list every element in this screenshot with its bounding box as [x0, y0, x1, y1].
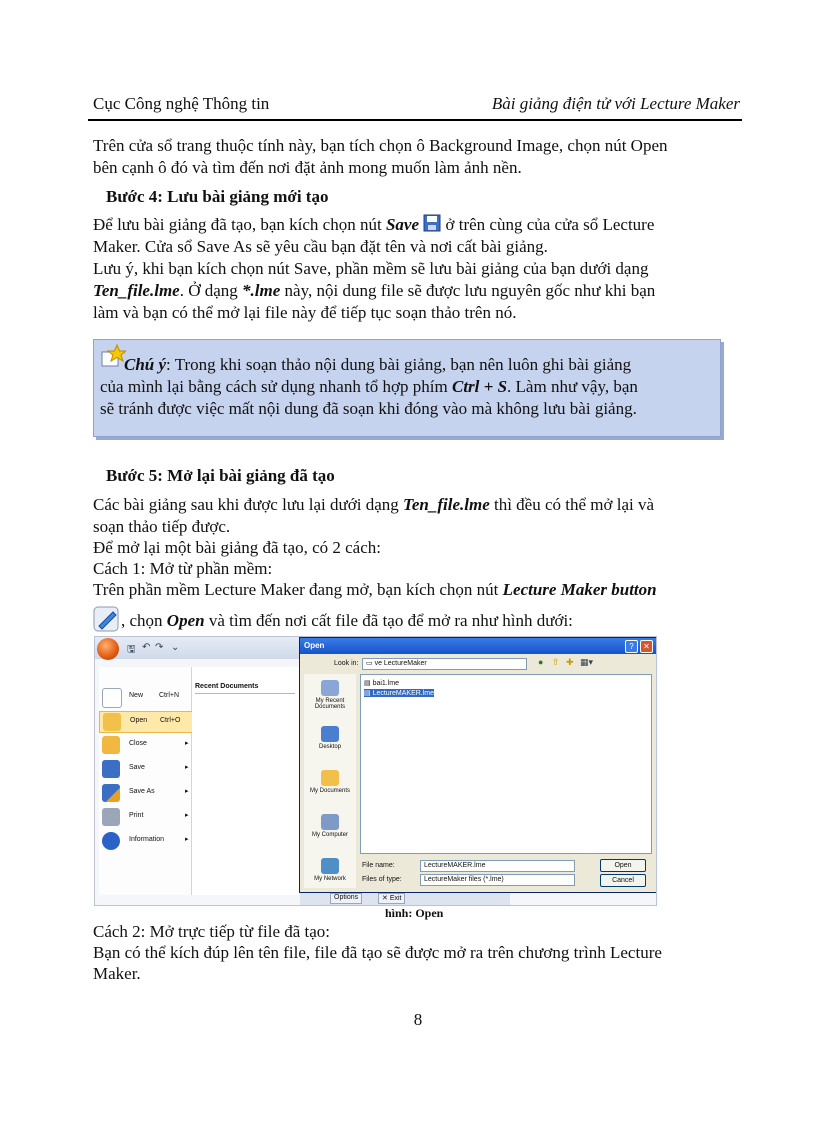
folder-icon: ▭ [366, 660, 375, 667]
note-label: Chú ý [124, 355, 167, 374]
save-icon [102, 760, 120, 778]
step5-text: Các bài giảng sau khi được lưu lại dưới dạng [93, 495, 404, 514]
submenu-arrow-icon: ▸ [185, 764, 189, 771]
step4-text: này, nội dung file sẽ được lưu nguyên gốc như khi bạn [280, 281, 656, 300]
file-name: bai1.lme [372, 680, 400, 687]
file-item[interactable] [364, 679, 399, 687]
app-menu-footer [300, 891, 510, 905]
step5-heading: Bước 5: Mở lại bài giảng đã tạo [106, 466, 335, 485]
place-my-recent-documents[interactable] [304, 680, 356, 710]
shortcut-ctrl-s: Ctrl + S [452, 377, 508, 396]
file-name-input[interactable] [420, 860, 575, 872]
menu-item-label: Information [129, 836, 165, 843]
note-text: : Trong khi soạn thảo nội dung bài giảng, bạn nên luôn ghi bài giảng [166, 355, 632, 374]
step4-text: Để lưu bài giảng đã tạo, bạn kích chọn nút [93, 215, 386, 234]
intro-line-1: Trên cửa sổ trang thuộc tính này, bạn tích chọn ô Background Image, chọn nút Open [93, 136, 668, 155]
close-icon[interactable]: ✕ [640, 640, 653, 653]
menu-item-open[interactable] [99, 711, 193, 733]
save-icon [423, 214, 441, 238]
options-button[interactable]: Options [330, 893, 362, 904]
step5-line-6 [93, 606, 573, 638]
exit-button[interactable]: ✕ Exit [378, 893, 405, 904]
menu-item-save-as[interactable] [99, 783, 191, 803]
step5-text: thì đều có thể mở lại và [489, 495, 655, 514]
menu-item-new[interactable] [99, 687, 191, 707]
menu-item-close[interactable] [99, 735, 191, 755]
file-name-value: LectureMAKER.lme [424, 862, 486, 869]
help-icon[interactable]: ? [625, 640, 638, 653]
step5-text: Trên phần mềm Lecture Maker đang mở, bạn kích chọn nút [93, 580, 503, 599]
place-label: My Documents [309, 788, 350, 794]
file-icon: ▤ [364, 690, 373, 697]
redo-icon[interactable]: ↷ [155, 642, 164, 653]
file-name: LectureMAKER.lme [372, 690, 435, 697]
step4-line-1 [93, 214, 654, 238]
note-line-2 [100, 376, 638, 398]
recent-documents-panel [192, 667, 300, 895]
menu-item-label: Close [129, 740, 147, 747]
new-document-icon [102, 688, 122, 708]
app-quick-access-bar [95, 637, 300, 659]
file-type-select[interactable] [420, 874, 575, 886]
page-number: 8 [413, 1010, 423, 1029]
chevron-down-icon[interactable]: ⌄ [171, 642, 180, 653]
step4-text: . Ở dạng [179, 281, 243, 300]
step5-text: và tìm đến nơi cất file đã tạo để mở ra như hình dưới: [204, 610, 573, 630]
open-word: Open [166, 610, 205, 630]
exit-label: Exit [389, 895, 402, 902]
place-desktop[interactable] [304, 726, 356, 750]
menu-item-save[interactable] [99, 759, 191, 779]
submenu-arrow-icon: ▸ [185, 836, 189, 843]
lme-extension: *.lme [242, 281, 281, 300]
views-icon[interactable]: ▦▾ [580, 657, 594, 667]
note-star-icon [100, 344, 126, 373]
step5-line-4: Cách 1: Mở từ phần mềm: [93, 559, 273, 578]
place-label: My Computer [311, 832, 348, 838]
step4-text: ở trên cùng của cửa sổ Lecture [441, 215, 655, 234]
dialog-title: Open [304, 641, 325, 650]
filename-format: Ten_file.lme [403, 495, 490, 514]
place-label: My Network [314, 876, 346, 882]
open-dialog [299, 637, 657, 893]
menu-item-print[interactable] [99, 807, 191, 827]
step4-line-3: Lưu ý, khi bạn kích chọn nút Save, phần mềm sẽ lưu bài giảng của bạn dưới dạng [93, 259, 649, 278]
step5-line-3: Để mở lại một bài giảng đã tạo, có 2 cách: [93, 538, 381, 557]
look-in-value: ve LectureMaker [374, 660, 427, 667]
look-in-select[interactable] [362, 658, 527, 670]
place-my-computer[interactable] [304, 814, 356, 838]
file-icon: ▤ [364, 680, 373, 687]
menu-item-label: Save As [129, 788, 155, 795]
step5-line-1 [93, 494, 654, 516]
folder-open-icon [103, 713, 121, 731]
filename-format: Ten_file.lme [93, 281, 180, 300]
look-in-label: Look in: [334, 660, 359, 667]
place-my-documents[interactable] [304, 770, 356, 794]
file-item-selected[interactable] [364, 689, 434, 697]
cancel-button[interactable]: Cancel [600, 874, 646, 887]
menu-item-shortcut: Ctrl+O [160, 717, 181, 724]
save-as-icon [102, 784, 120, 802]
place-label: My Recent Documents [314, 698, 346, 710]
step5-line-8: Bạn có thể kích đúp lên tên file, file đã tạo sẽ được mở ra trên chương trình Lecture [93, 943, 662, 962]
submenu-arrow-icon: ▸ [185, 812, 189, 819]
file-list [360, 674, 652, 854]
new-folder-icon[interactable]: ✚ [566, 657, 574, 667]
note-line-1 [124, 354, 631, 376]
printer-icon [102, 808, 120, 826]
menu-item-label: Print [129, 812, 144, 819]
step5-line-5 [93, 579, 657, 601]
lecture-maker-button-label: Lecture Maker button [502, 580, 657, 599]
intro-line-2: bên cạnh ô đó và tìm đến nơi đặt ảnh mong muốn làm ảnh nền. [93, 158, 522, 177]
lecture-maker-pen-icon [93, 606, 121, 638]
recent-documents-title: Recent Documents [195, 683, 259, 690]
menu-item-information[interactable] [99, 831, 191, 851]
step5-text: , chọn [121, 610, 167, 630]
note-text: . Làm như vậy, bạn [507, 377, 638, 396]
file-type-value: LectureMaker files (*.lme) [424, 876, 504, 883]
note-text: của mình lại bằng cách sử dụng nhanh tổ hợp phím [100, 377, 452, 396]
file-name-label: File name: [362, 862, 395, 869]
open-screenshot [94, 636, 657, 906]
folder-icon [102, 736, 120, 754]
step5-line-7: Cách 2: Mở trực tiếp từ file đã tạo: [93, 922, 331, 941]
undo-icon[interactable]: ↶ [142, 642, 151, 653]
save-word: Save [385, 215, 419, 234]
step4-line-5: làm và bạn có thể mở lại file này để tiếp tục soạn thảo trên nó. [93, 303, 517, 322]
place-label: Desktop [318, 744, 341, 750]
places-bar [304, 674, 356, 888]
lecture-maker-orb-icon[interactable] [97, 638, 119, 660]
figure-caption: hình: Open [385, 906, 444, 920]
step4-heading: Bước 4: Lưu bài giảng mới tạo [106, 187, 329, 206]
menu-item-label: Open [130, 717, 148, 724]
menu-item-shortcut: Ctrl+N [159, 692, 180, 699]
step4-line-4 [93, 280, 655, 302]
place-my-network[interactable] [304, 858, 356, 882]
note-line-3: sẽ tránh được việc mất nội dung đã soạn khi đóng vào mà không lưu bài giảng. [100, 399, 637, 418]
menu-item-label: New [129, 692, 144, 699]
header-left: Cục Công nghệ Thông tin [93, 94, 270, 113]
up-folder-icon[interactable]: ⇧ [552, 657, 560, 667]
divider [195, 693, 295, 694]
step5-line-2: soạn thảo tiếp được. [93, 517, 231, 536]
save-icon[interactable]: 🖫 [127, 644, 136, 655]
submenu-arrow-icon: ▸ [185, 740, 189, 747]
info-icon [102, 832, 120, 850]
dialog-titlebar [300, 638, 656, 654]
app-menu [99, 667, 192, 895]
submenu-arrow-icon: ▸ [185, 788, 189, 795]
step5-line-9: Maker. [93, 964, 141, 983]
header-rule [88, 119, 742, 121]
menu-item-label: Save [129, 764, 145, 771]
back-icon[interactable]: ● [538, 657, 544, 667]
step4-line-2: Maker. Cửa sổ Save As sẽ yêu cầu bạn đặt tên và nơi cất bài giảng. [93, 237, 548, 256]
note-box [93, 339, 721, 437]
header-right: Bài giảng điện tử với Lecture Maker [491, 94, 740, 113]
open-button[interactable]: Open [600, 859, 646, 872]
file-type-label: Files of type: [362, 876, 402, 883]
